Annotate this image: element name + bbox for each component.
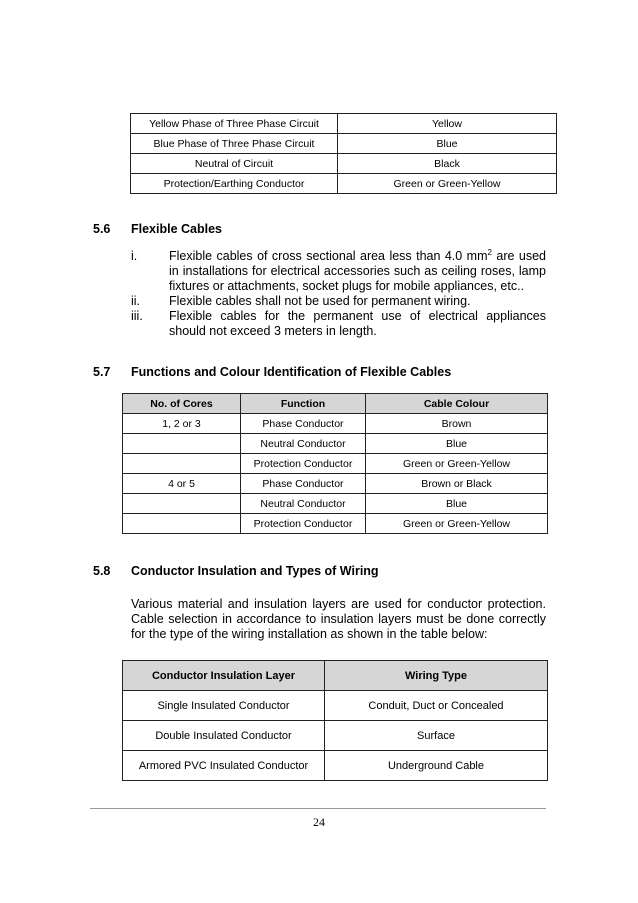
table-cell xyxy=(123,454,241,474)
table-cell: Green or Green-Yellow xyxy=(366,514,548,534)
section-title: Flexible Cables xyxy=(131,222,223,236)
table-cell: Yellow xyxy=(338,114,557,134)
table-header-row xyxy=(123,661,548,691)
table-cell: Brown xyxy=(366,414,548,434)
table-cell: Yellow Phase of Three Phase Circuit xyxy=(131,114,338,134)
table-row xyxy=(123,691,548,721)
table-cell: Phase Conductor xyxy=(241,414,366,434)
list-item: Flexible cables shall not be used for permanent wiring. xyxy=(169,294,471,308)
column-header: Conductor Insulation Layer xyxy=(123,661,325,691)
table-cell: Neutral of Circuit xyxy=(131,154,338,174)
table-header-row xyxy=(123,394,548,414)
table-cell: Green or Green-Yellow xyxy=(366,454,548,474)
table-cell: Double Insulated Conductor xyxy=(123,721,325,751)
table-cell: Green or Green-Yellow xyxy=(338,174,557,194)
table-row xyxy=(123,474,548,494)
table-row xyxy=(123,721,548,751)
superscript: 2 xyxy=(487,248,492,257)
table-cell: Protection Conductor xyxy=(241,454,366,474)
table-row xyxy=(131,114,557,134)
section-number: 5.6 xyxy=(93,222,111,236)
list-numeral: iii. xyxy=(131,309,143,323)
table-row xyxy=(123,514,548,534)
column-header: Cable Colour xyxy=(366,394,548,414)
table-row xyxy=(123,751,548,781)
section-title: Conductor Insulation and Types of Wiring xyxy=(131,564,379,578)
list-item: Flexible cables for the permanent use of electrical appliances should not exceed 3 meters in length. xyxy=(169,309,546,338)
table-row xyxy=(131,154,557,174)
footer-divider xyxy=(90,808,546,809)
table-cell xyxy=(123,434,241,454)
table-cell: Brown or Black xyxy=(366,474,548,494)
section-number: 5.7 xyxy=(93,365,111,379)
table-cell: Armored PVC Insulated Conductor xyxy=(123,751,325,781)
list-numeral: i. xyxy=(131,249,138,263)
table-cell: Protection/Earthing Conductor xyxy=(131,174,338,194)
table-cell: Blue Phase of Three Phase Circuit xyxy=(131,134,338,154)
table-cell: Blue xyxy=(366,434,548,454)
table-row xyxy=(123,414,548,434)
table-cell: Black xyxy=(338,154,557,174)
body-paragraph: Various material and insulation layers are used for conductor protection. Cable selection in accordance to insulation layers must be done correctly for the type of the wiring installation as shown in the table below: xyxy=(131,597,546,641)
colour-identification-table xyxy=(130,113,557,194)
table-cell: Protection Conductor xyxy=(241,514,366,534)
table-row xyxy=(131,134,557,154)
table-cell: Underground Cable xyxy=(325,751,548,781)
table-cell: Conduit, Duct or Concealed xyxy=(325,691,548,721)
table-cell: Surface xyxy=(325,721,548,751)
flexible-cable-colour-table xyxy=(122,393,548,534)
table-row xyxy=(123,434,548,454)
table-cell: Neutral Conductor xyxy=(241,494,366,514)
table-cell: 4 or 5 xyxy=(123,474,241,494)
table-row xyxy=(123,454,548,474)
section-number: 5.8 xyxy=(93,564,111,578)
column-header: Wiring Type xyxy=(325,661,548,691)
table-cell: Blue xyxy=(338,134,557,154)
column-header: Function xyxy=(241,394,366,414)
table-cell xyxy=(123,494,241,514)
insulation-wiring-table xyxy=(122,660,548,781)
table-row xyxy=(123,494,548,514)
column-header: No. of Cores xyxy=(123,394,241,414)
list-item-text: Flexible cables of cross sectional area less than 4.0 mm xyxy=(169,249,488,263)
table-cell: 1, 2 or 3 xyxy=(123,414,241,434)
page-number: 24 xyxy=(313,815,325,829)
table-row xyxy=(131,174,557,194)
table-cell: Single Insulated Conductor xyxy=(123,691,325,721)
table-cell xyxy=(123,514,241,534)
table-cell: Blue xyxy=(366,494,548,514)
section-title: Functions and Colour Identification of Flexible Cables xyxy=(131,365,452,379)
list-item xyxy=(169,249,546,294)
table-cell: Phase Conductor xyxy=(241,474,366,494)
list-item-text: are used in installations for electrical accessories such as ceiling roses, lamp fixtures or attachments, socket plugs for mobile appliances, etc.. xyxy=(169,249,546,293)
list-numeral: ii. xyxy=(131,294,141,308)
table-cell: Neutral Conductor xyxy=(241,434,366,454)
